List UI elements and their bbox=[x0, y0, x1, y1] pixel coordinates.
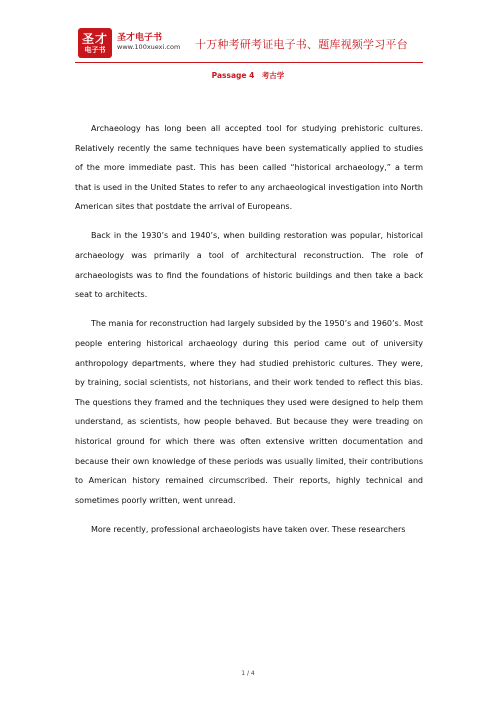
page-number: 1 / 4 bbox=[241, 670, 255, 677]
logo-line2: 电子书 bbox=[84, 45, 106, 54]
header-divider bbox=[75, 62, 423, 63]
header-tagline: 十万种考研考证电子书、题库视频学习平台 bbox=[195, 38, 408, 51]
paragraph: Archaeology has long been all accepted tool for studying prehistoric cultures. Relatively recently the same techniques have been systematically applied to studies of the more immediate past. This has been called “historical archaeology,” a term that is used in the United States to refer to any archaeological investigation into North American sites that postdate the arrival of Europeans. bbox=[75, 124, 423, 212]
brand-name: 圣才电子书 bbox=[117, 33, 163, 43]
brand-url: www.100xuexi.com bbox=[117, 43, 181, 51]
logo-line1: 圣才 bbox=[81, 31, 108, 46]
page-header bbox=[70, 28, 426, 62]
passage-title: Passage 4 考古学 bbox=[211, 71, 285, 80]
publisher-logo bbox=[78, 28, 112, 58]
paragraph: More recently, professional archaeologists have taken over. These researchers bbox=[91, 524, 406, 534]
paragraph: The mania for reconstruction had largely subsided by the 1950’s and 1960’s. Most people entering historical archaeology during this period came out of university anthropology departments, where they had studied prehistoric cultures. They were, by training, social scientists, not historians, and their work tended to reflect this bias. The questions they framed and the techniques they used were designed to help them understand, as scientists, how people behaved. But because they were treading on historical ground for which there was often extensive written documentation and because their own knowledge of these periods was usually limited, their contributions to American history remained circumscribed. Their reports, highly technical and sometimes poorly written, went unread. bbox=[75, 319, 423, 505]
paragraph: Back in the 1930’s and 1940’s, when building restoration was popular, historical archaeology was primarily a tool of architectural reconstruction. The role of archaeologists was to find the foundations of historic buildings and then take a back seat to architects. bbox=[75, 231, 423, 300]
passage-body bbox=[75, 119, 423, 549]
